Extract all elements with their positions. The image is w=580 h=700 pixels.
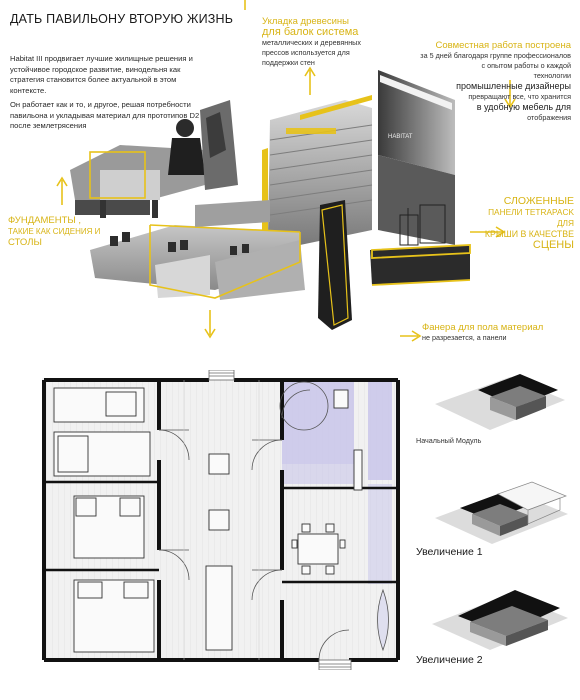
tetrapack-caption-line1: СЛОЖЕННЫЕ [503,195,574,207]
module-expansion-2-label: Увеличение 2 [416,654,483,666]
work-caption-title: Совместная работа построена [435,40,571,51]
work-caption-line4: промышленные дизайнеры [456,81,571,91]
work-caption-line6: в удобную мебель для [476,102,571,112]
seating-photo [70,100,238,218]
plywood-caption-title: Фанера для пола материал [422,322,544,333]
work-caption [396,40,571,123]
foundation-caption [8,215,118,248]
tetrapack-caption-line2: ПАНЕЛИ TETRAPACK ДЛЯ [488,207,574,228]
tetrapack-caption-line4: СЦЕНЫ [532,239,574,251]
work-caption-line3: технологии [533,71,571,80]
module-expansion-2 [416,576,570,666]
sign-text: HABITAT [388,134,413,140]
wood-caption-title: Укладка древесины [262,16,349,27]
page-title: ДАТЬ ПАВИЛЬОНУ ВТОРУЮ ЖИЗНЬ [10,12,234,26]
module-initial [416,362,570,447]
tetrapack-caption [470,196,574,251]
intro-paragraph-2: Он работает как и то, и другое, решая потребности павильона и укладывая материал для прототипов D2 после землетрясения [10,100,200,130]
module-initial-drawing [420,362,570,442]
floor-plan [34,370,406,670]
tetrapack-caption-line3: КРЫШИ В КАЧЕСТВЕ [484,229,574,239]
intro-paragraph-1: Habitat III продвигает лучшие жилищные решения и устойчивое городское развитие, винодельня как стратегия становится более актуальной в этом контексте. [10,54,193,95]
work-caption-line2: с опытом работы о каждой [481,61,571,70]
work-caption-line7: отображения [527,113,571,122]
wood-caption-title2: для балок система [262,26,359,38]
module-initial-label: Начальный Модуль [416,436,482,445]
plywood-caption-sub: не разрезается, а панели [422,333,507,342]
wood-caption [262,16,382,68]
plywood-caption [422,322,572,343]
foundation-caption-line2: ТАКИЕ КАК СИДЕНИЯ И [8,227,101,236]
work-caption-line1: за 5 дней благодаря группе профессионалов [420,51,571,60]
module-expansion-1-label: Увеличение 1 [416,546,483,558]
wood-caption-sub: металлических и деревянных прессов используется для поддержки стен [262,38,361,67]
module-expansion-1 [416,470,570,558]
foundation-caption-line1: ФУНДАМЕНТЫ , [8,215,82,226]
module-expansion-2-drawing [420,576,570,656]
foundation-caption-line3: СТОЛЫ [8,237,42,248]
work-caption-line5: превращают все, что хранится [468,92,571,101]
module-expansion-1-drawing [420,470,570,550]
